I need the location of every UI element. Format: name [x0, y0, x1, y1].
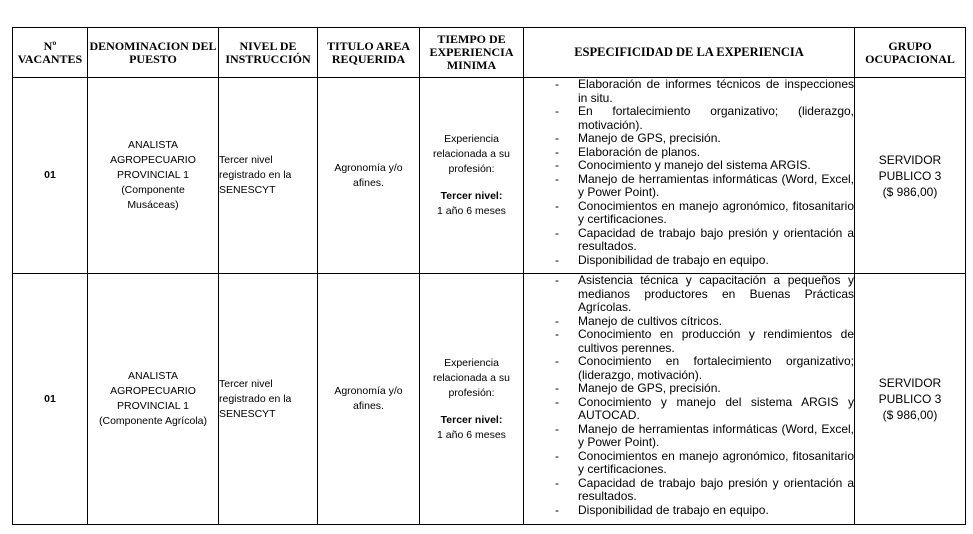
list-item: - Conocimiento y manejo del sistema ARGIS.	[524, 159, 854, 173]
list-item: - Manejo de cultivos cítricos.	[524, 315, 854, 329]
header-grupo: GRUPO OCUPACIONAL	[855, 28, 966, 78]
list-item: - Asistencia técnica y capacitación a pequeños y medianos productores en Buenas Prácticas Agrícolas.	[524, 274, 854, 315]
experiencia-cell: Experiencia relacionada a su profesión: Tercer nivel: 1 año 6 meses	[420, 78, 524, 274]
nivel-cell: Tercer nivel registrado en la SENESCYT	[219, 78, 318, 274]
list-item: - Conocimiento en fortalecimiento organizativo; (liderazgo, motivación).	[524, 355, 854, 382]
header-vacantes: Nº VACANTES	[13, 28, 88, 78]
list-item: - Manejo de GPS, precisión.	[524, 132, 854, 146]
especificidad-list	[524, 78, 854, 267]
header-denominacion: DENOMINACION DEL PUESTO	[88, 28, 219, 78]
list-item: - Disponibilidad de trabajo en equipo.	[524, 504, 854, 518]
titulo-cell: Agronomía y/o afines.	[318, 78, 420, 274]
header-nivel: NIVEL DE INSTRUCCIÓN	[219, 28, 318, 78]
header-especificidad: ESPECIFICIDAD DE LA EXPERIENCIA	[524, 28, 855, 78]
list-item: - Capacidad de trabajo bajo presión y orientación a resultados.	[524, 477, 854, 504]
list-item: - Disponibilidad de trabajo en equipo.	[524, 254, 854, 268]
list-item: - Manejo de herramientas informáticas (Word, Excel, y Power Point).	[524, 173, 854, 200]
list-item: - Conocimientos en manejo agronómico, fitosanitario y certificaciones.	[524, 450, 854, 477]
list-item: - Manejo de herramientas informáticas (Word, Excel, y Power Point).	[524, 423, 854, 450]
especificidad-cell	[524, 274, 855, 525]
titulo-cell: Agronomía y/o afines.	[318, 274, 420, 525]
vacantes-cell: 01	[13, 274, 88, 525]
header-titulo: TITULO AREA REQUERIDA	[318, 28, 420, 78]
list-item: - Manejo de GPS, precisión.	[524, 382, 854, 396]
denominacion-cell: ANALISTA AGROPECUARIO PROVINCIAL 1 (Componente Agrícola)	[88, 274, 219, 525]
table-row	[13, 78, 966, 274]
table-row	[13, 274, 966, 525]
especificidad-cell	[524, 78, 855, 274]
list-item: - Conocimiento y manejo del sistema ARGIS y AUTOCAD.	[524, 396, 854, 423]
list-item: - Conocimiento en producción y rendimientos de cultivos perennes.	[524, 328, 854, 355]
especificidad-list	[524, 274, 854, 517]
vacantes-cell: 01	[13, 78, 88, 274]
list-item: - Capacidad de trabajo bajo presión y orientación a resultados.	[524, 227, 854, 254]
grupo-cell: SERVIDOR PUBLICO 3 ($ 986,00)	[855, 274, 966, 525]
header-tiempo: TIEMPO DE EXPERIENCIA MINIMA	[420, 28, 524, 78]
header-row	[13, 28, 966, 78]
list-item: - Elaboración de planos.	[524, 146, 854, 160]
experiencia-cell: Experiencia relacionada a su profesión: Tercer nivel: 1 año 6 meses	[420, 274, 524, 525]
grupo-cell: SERVIDOR PUBLICO 3 ($ 986,00)	[855, 78, 966, 274]
denominacion-cell: ANALISTA AGROPECUARIO PROVINCIAL 1 (Componente Musáceas)	[88, 78, 219, 274]
list-item: - Elaboración de informes técnicos de inspecciones in situ.	[524, 78, 854, 105]
nivel-cell: Tercer nivel registrado en la SENESCYT	[219, 274, 318, 525]
list-item: - Conocimientos en manejo agronómico, fitosanitario y certificaciones.	[524, 200, 854, 227]
vacancies-table	[12, 27, 966, 525]
list-item: - En fortalecimiento organizativo; (liderazgo, motivación).	[524, 105, 854, 132]
